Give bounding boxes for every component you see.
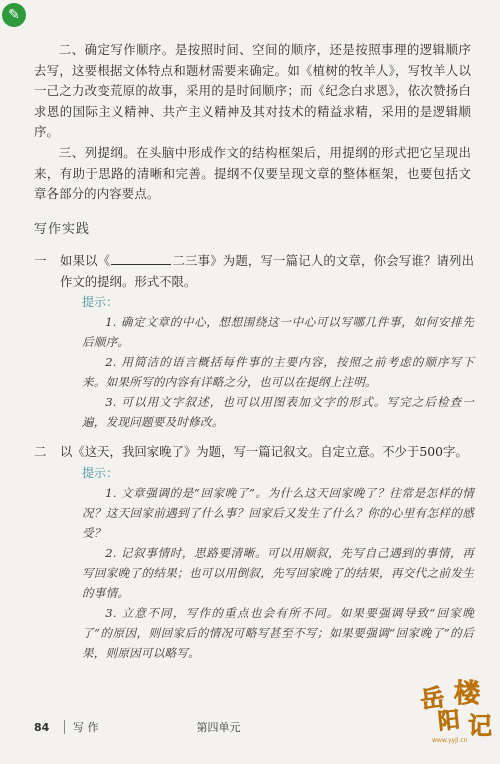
task-2 — [34, 442, 474, 663]
task-prompt: 以《这天，我回家晚了》为题，写一篇记叙文。自定立意。不少于500字。 — [60, 444, 468, 459]
watermark-url: www.yyjl.cn — [432, 737, 468, 744]
page-number: 84 — [34, 720, 50, 734]
task-1 — [34, 251, 474, 432]
svg-text:岳: 岳 — [418, 683, 447, 715]
footer-section: 写 作 — [73, 721, 99, 734]
task-number: 一 — [34, 253, 47, 268]
tip-label: 提示： — [82, 465, 119, 480]
task-number: 二 — [34, 444, 47, 459]
tip-item: 3. 立意不同，写作的重点也会有所不同。如果要强调导致“回家晚了”的原因，则回家后的情况可略写甚至不写；如果要强调“回家晚了”的后果，则原因可以略写。 — [82, 605, 474, 660]
tip-label: 提示： — [82, 295, 119, 310]
tip-item: 2. 用简洁的语言概括每件事的主要内容，按照之前考虑的顺序写下来。如果所写的内容有详略之分，也可以在提纲上注明。 — [82, 355, 474, 390]
tip-item: 2. 记叙事情时，思路要清晰。可以用顺叙，先写自己遇到的事情，再写回家晚了的结果；也可以用倒叙，先写回家晚了的结果，再交代之前发生的事情。 — [82, 545, 474, 600]
svg-text:楼: 楼 — [454, 679, 481, 709]
footer-unit: 第四单元 — [196, 721, 241, 734]
paragraph-writing-order: 二、确定写作顺序。是按照时间、空间的顺序，还是按照事理的逻辑顺序去写，这要根据文体特点和题材需要来确定。如《植树的牧羊人》，写牧羊人以一己之力改变荒原的故事，采用的是时间顺序；而《纪念白求恩》，依次赞扬白求恩的国际主义精神、共产主义精神及其对技术的精益求精，采用的是逻辑顺序。 — [34, 42, 471, 140]
svg-text:阳: 阳 — [436, 707, 462, 735]
paragraph-outline: 三、列提纲。在头脑中形成作文的结构框架后，用提纲的形式把它呈现出来，有助于思路的清晰和完善。提纲不仅要呈现文章的整体框架，也要包括文章各部分的内容要点。 — [34, 144, 471, 202]
page-footer — [34, 717, 474, 737]
task-prompt: 如果以《 二三事》为题，写一篇记人的文章，你会写谁？请列出作文的提纲。形式不限。 — [60, 253, 475, 289]
watermark-logo — [418, 676, 496, 746]
divider — [64, 720, 65, 734]
tip-item: 1. 文章强调的是“回家晚了”。为什么这天回家晚了？往常是怎样的情况？这天回家前遇到了什么事？回家后又发生了什么？你的心里有怎样的感受？ — [82, 485, 474, 540]
leaf-icon: ✎ — [2, 3, 26, 27]
intro-paragraphs — [34, 40, 471, 205]
section-title: 写作实践 — [34, 222, 91, 237]
fill-in-blank — [111, 252, 171, 265]
tip-item: 1. 确定文章的中心，想想围绕这一中心可以写哪几件事，如何安排先后顺序。 — [82, 315, 474, 350]
svg-text:记: 记 — [468, 712, 492, 740]
tip-item: 3. 可以用文字叙述，也可以用图表加文字的形式。写完之后检查一遍，发现问题要及时修改。 — [82, 395, 474, 430]
